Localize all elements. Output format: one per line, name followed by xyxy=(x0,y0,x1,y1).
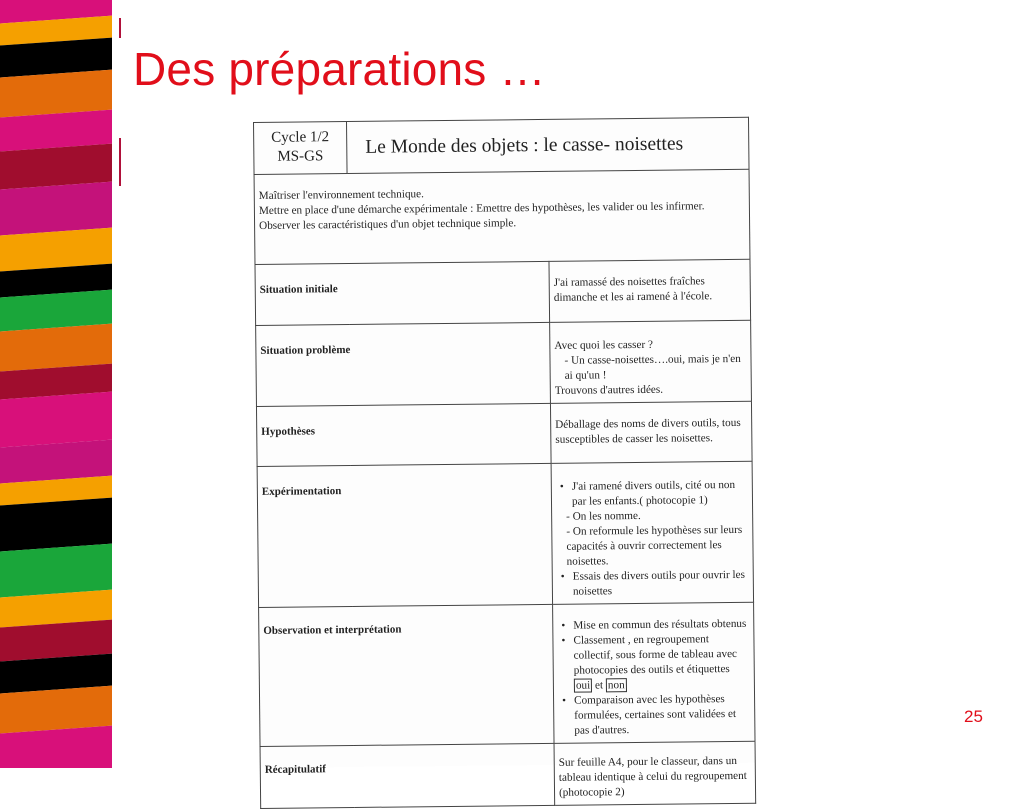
objective-3: Observer les caractéristiques d'un objet technique simple. xyxy=(259,217,517,232)
hypotheses-text: Déballage des noms de divers outils, tous susceptibles de casser les noisettes. xyxy=(550,401,752,463)
lesson-table xyxy=(253,117,756,809)
observation-bullet-1: • Mise en commun des résultats obtenus xyxy=(573,617,749,634)
probleme-line-3: Trouvons d'autres idées. xyxy=(554,383,664,397)
experimentation-sub-2: - On reformule les hypothèses sur leurs capacités à ouvrir correctement les noisettes. xyxy=(566,523,743,568)
observation-label: Observation et interprétation xyxy=(259,604,554,746)
situation-probleme-label: Situation problème xyxy=(256,322,551,406)
observation-bullet-2-text: Classement , en regroupement collectif, sous forme de tableau avec photocopies des outils et étiquettes xyxy=(573,633,738,677)
slide-title: Des préparations … xyxy=(133,43,546,95)
objective-1: Maîtriser l'environnement technique. xyxy=(258,188,424,202)
experimentation-bullet-2: • Essais des divers outils pour ouvrir les noisettes xyxy=(573,568,749,600)
recapitulatif-text: Sur feuille A4, pour le classeur, dans un tableau identique à celui du regroupement (photocopie 2) xyxy=(554,741,756,805)
cycle-cell xyxy=(254,122,348,175)
situation-probleme-cell xyxy=(550,320,752,403)
experimentation-bullet-1: • J'ai ramené divers outils, cité ou non par les enfants.( photocopie 1) xyxy=(572,478,748,510)
probleme-line-2: - Un casse-noisettes….oui, mais je n'en ai qu'un ! xyxy=(564,352,741,382)
scanned-lesson-plan xyxy=(253,117,756,799)
probleme-line-1: Avec quoi les casser ? xyxy=(554,338,653,352)
situation-initiale-text: J'ai ramassé des noisettes fraîches dimanche et les ai ramené à l'école. xyxy=(549,259,751,322)
experimentation-list-2 xyxy=(557,568,749,600)
cycle-classes: MS-GS xyxy=(277,148,324,165)
objective-2: Mettre en place d'une démarche expérimentale : Emettre des hypothèses, les valider ou les infirmer. xyxy=(258,200,705,217)
title-mark-top xyxy=(119,18,121,38)
observation-cell xyxy=(553,602,755,743)
situation-initiale-label: Situation initiale xyxy=(255,261,550,325)
experimentation-cell xyxy=(551,461,753,604)
page-number: 25 xyxy=(964,707,983,726)
label-non-box: non xyxy=(606,678,627,692)
title-mark-bottom xyxy=(119,138,121,186)
recapitulatif-label: Récapitulatif xyxy=(260,743,555,808)
hypotheses-label: Hypothèses xyxy=(256,403,551,466)
decorative-stripe xyxy=(0,0,112,768)
observation-list xyxy=(557,617,750,739)
document-heading: Le Monde des objets : le casse- noisettes xyxy=(347,117,750,173)
experimentation-sub-1: - On les nomme. xyxy=(566,509,641,523)
cycle-level: Cycle 1/2 xyxy=(271,129,330,146)
experimentation-list xyxy=(556,478,748,510)
experimentation-label: Expérimentation xyxy=(257,463,552,607)
label-oui-box: oui xyxy=(574,678,592,692)
label-et: et xyxy=(594,679,604,692)
objectives-cell xyxy=(254,169,750,264)
observation-bullet-2 xyxy=(573,632,750,694)
observation-bullet-3: • Comparaison avec les hypothèses formulées, certaines sont validées et pas d'autres. xyxy=(574,692,750,739)
